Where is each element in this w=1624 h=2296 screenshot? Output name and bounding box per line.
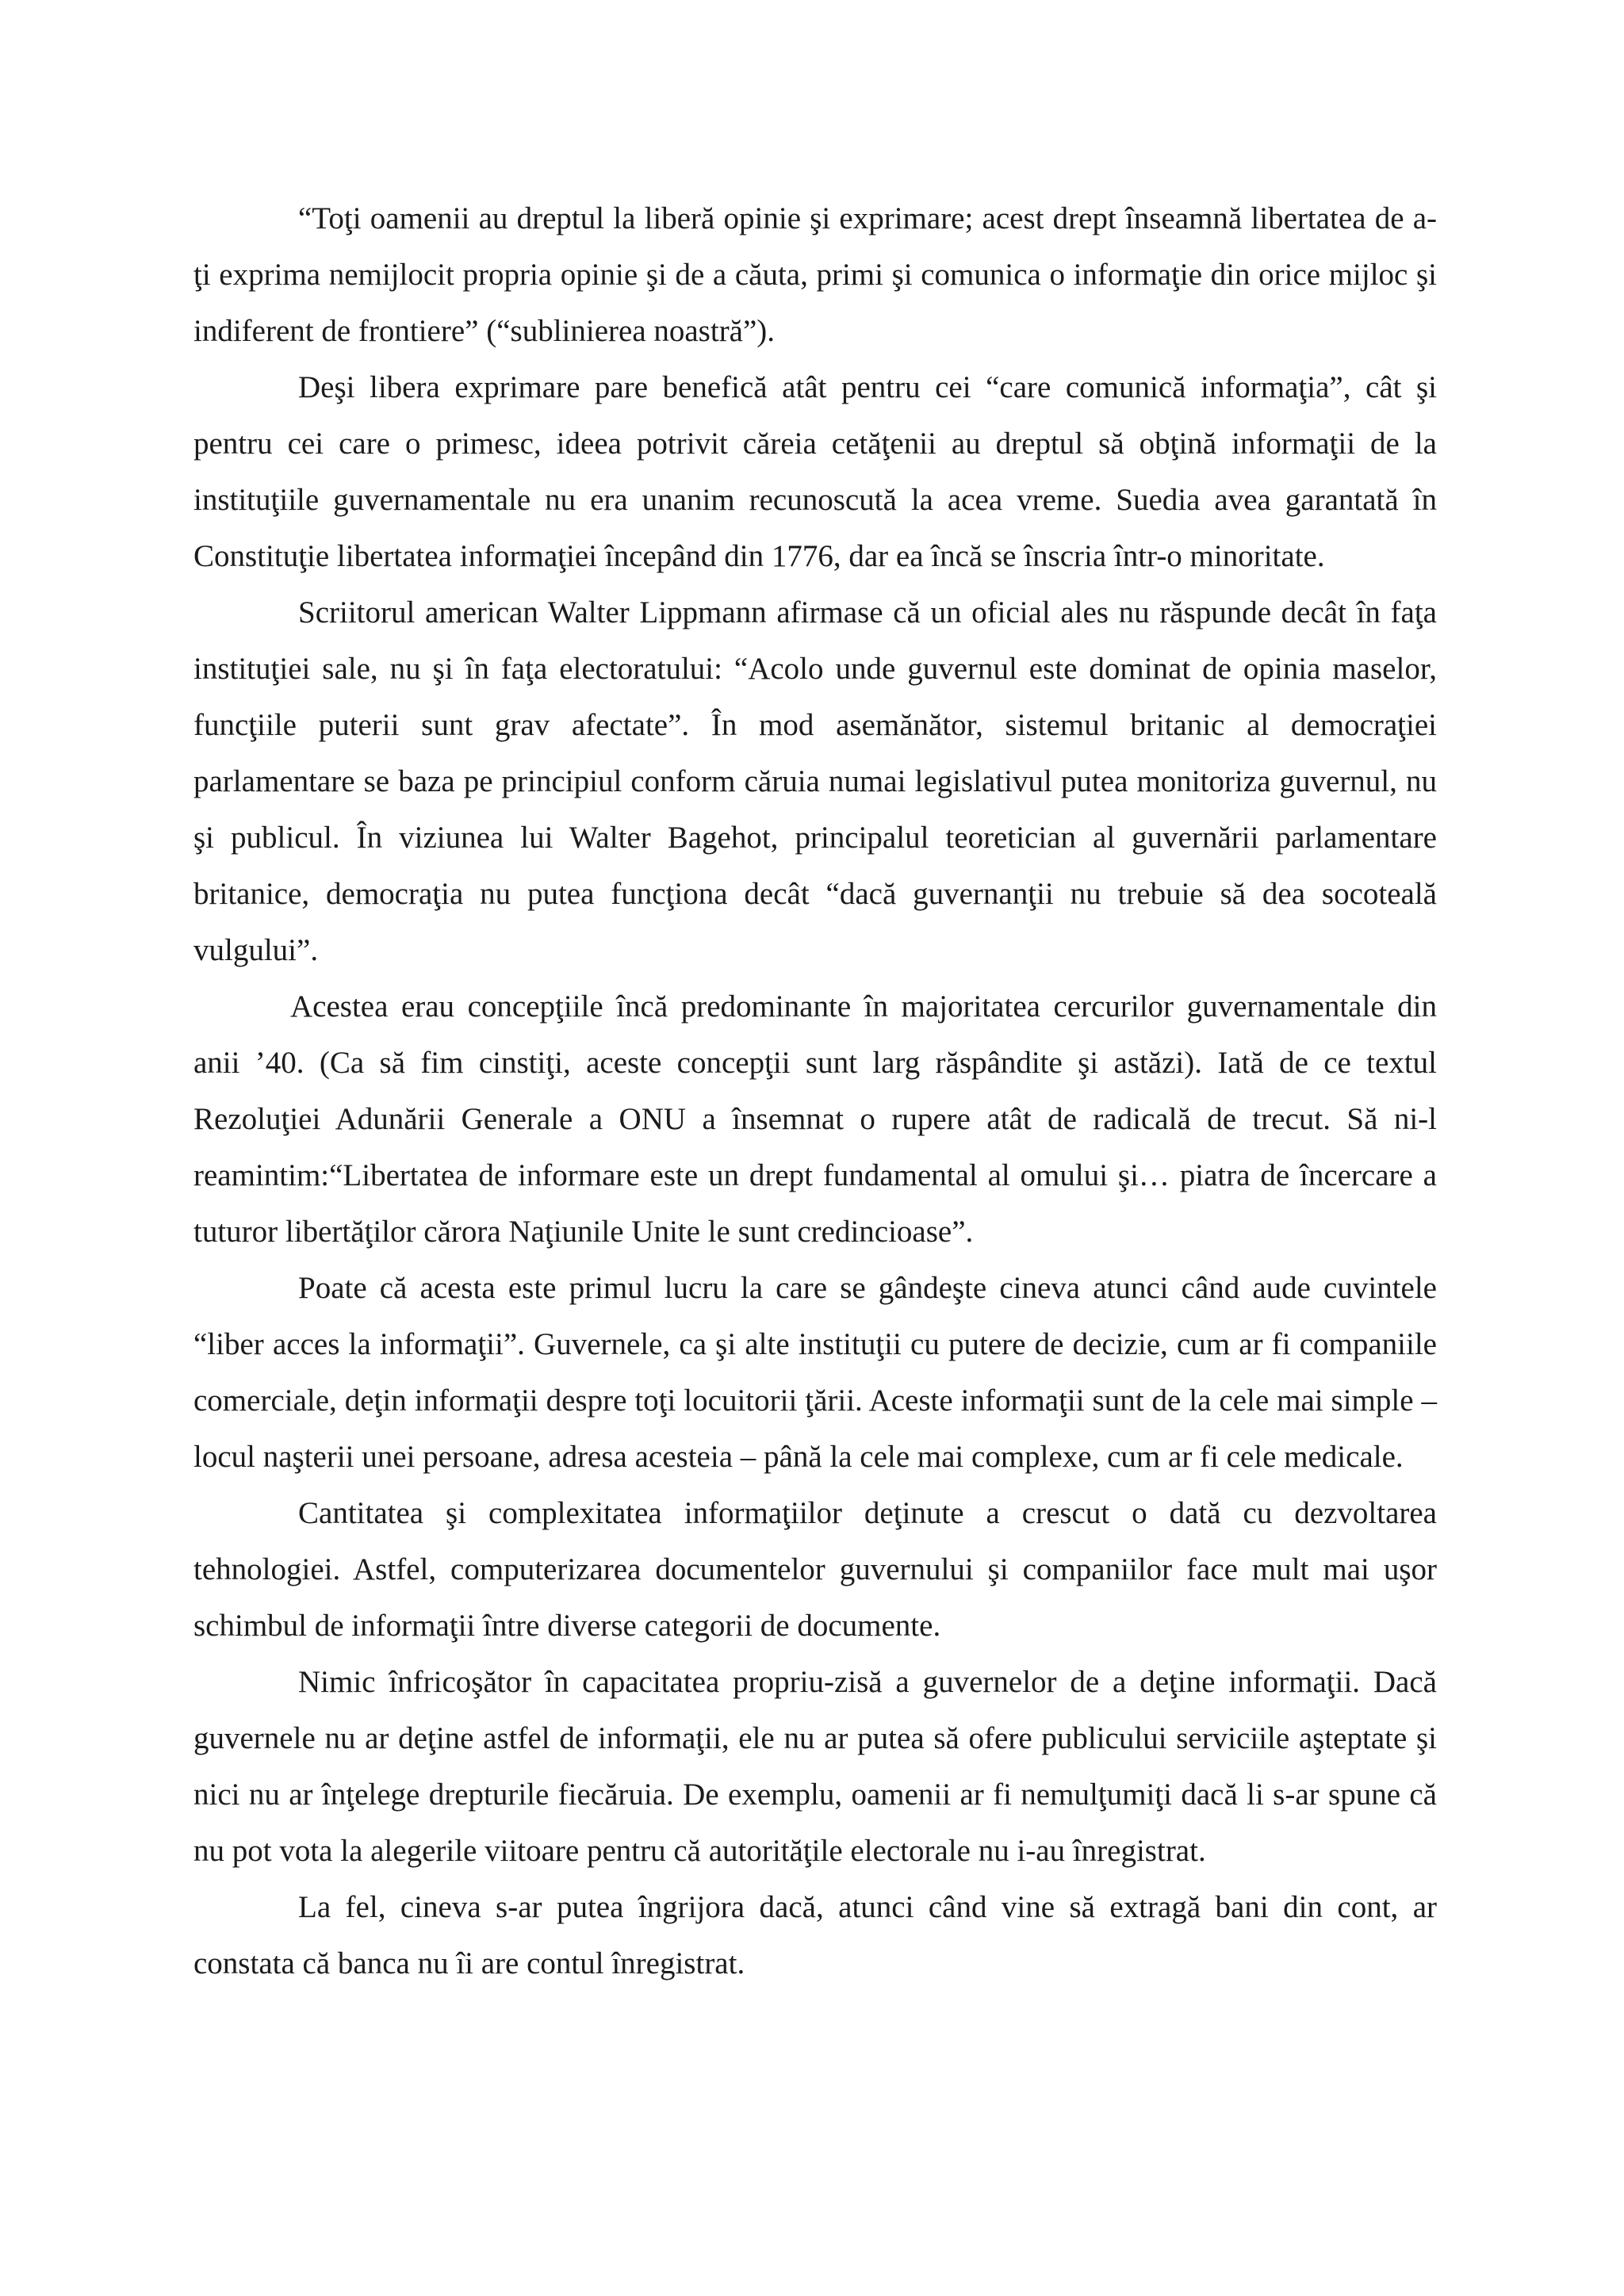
paragraph-5: Poate că acesta este primul lucru la care se gândeşte cineva atunci când aude cuvintele “liber acces la informaţii”. Guvernele, ca şi alte instituţii cu putere de decizie, cum ar fi companiile comerciale, deţin informaţii despre toţi locuitorii ţării. Aceste informaţii sunt de la cele mai simple – locul naşterii unei persoane, adresa acesteia – până la cele mai complexe, cum ar fi cele medicale.: [193, 1271, 1437, 1474]
paragraph-2: Deşi libera exprimare pare benefică atât pentru cei “care comunică informaţia”, cât şi pentru cei care o primesc, ideea potrivit căreia cetăţenii au dreptul să obţină informaţii de la instituţiile guvernamentale nu era unanim recunoscută la acea vreme. Suedia avea garantată în Constituţie libertatea informaţiei începând din 1776, dar ea încă se înscria într-o minoritate.: [193, 370, 1437, 573]
paragraph-8: La fel, cineva s-ar putea îngrijora dacă, atunci când vine să extragă bani din cont, ar constata că banca nu îi are contul înregistrat.: [193, 1890, 1437, 1980]
paragraph-3: Scriitorul american Walter Lippmann afirmase că un oficial ales nu răspunde decât în faţa instituţiei sale, nu şi în faţa electoratului: “Acolo unde guvernul este dominat de opinia maselor, funcţiile puterii sunt grav afectate”. În mod asemănător, sistemul britanic al democraţiei parlamentare se baza pe principiul conform căruia numai legislativul putea monitoriza guvernul, nu şi publicul. În viziunea lui Walter Bagehot, principalul teoretician al guvernării parlamentare britanice, democraţia nu putea funcţiona decât “dacă guvernanţii nu trebuie să dea socoteală vulgului”.: [193, 595, 1437, 967]
paragraph-4: Acestea erau concepţiile încă predominante în majoritatea cercurilor guvernamentale din anii ’40. (Ca să fim cinstiţi, aceste concepţii sunt larg răspândite şi astăzi). Iată de ce textul Rezoluţiei Adunării Generale a ONU a însemnat o rupere atât de radicală de trecut. Să ni-l reamintim:“Libertatea de informare este un drept fundamental al omului şi… piatra de încercare a tuturor libertăţilor cărora Naţiunile Unite le sunt credincioase”.: [193, 989, 1437, 1249]
paragraph-1: “Toţi oamenii au dreptul la liberă opinie şi exprimare; acest drept înseamnă libertatea de a-ţi exprima nemijlocit propria opinie şi de a căuta, primi şi comunica o informaţie din orice mijloc şi indiferent de frontiere” (“sublinierea noastră”).: [193, 201, 1437, 348]
paragraph-7: Nimic înfricoşător în capacitatea propriu-zisă a guvernelor de a deţine informaţii. Dacă guvernele nu ar deţine astfel de informaţii, ele nu ar putea să ofere publicului serviciile aşteptate şi nici nu ar înţelege drepturile fiecăruia. De exemplu, oamenii ar fi nemulţumiţi dacă li s-ar spune că nu pot vota la alegerile viitoare pentru că autorităţile electorale nu i-au înregistrat.: [193, 1665, 1437, 1868]
document-body: [193, 190, 1437, 1992]
paragraph-6: Cantitatea şi complexitatea informaţiilor deţinute a crescut o dată cu dezvoltarea tehnologiei. Astfel, computerizarea documentelor guvernului şi companiilor face mult mai uşor schimbul de informaţii între diverse categorii de documente.: [193, 1496, 1437, 1643]
